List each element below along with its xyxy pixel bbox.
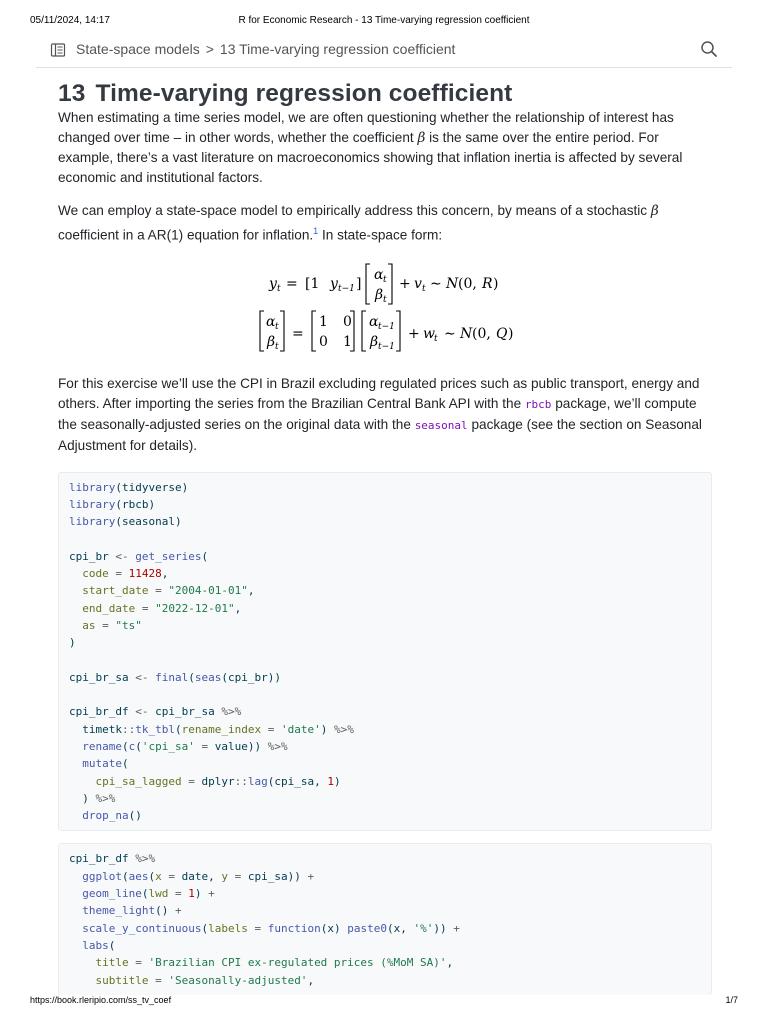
eq2-sub: t−1 xyxy=(378,321,395,332)
code-block-plot-text: cpi_br_df %>% ggplot(aes(x = date, y = cpi_sa)) + geom_line(lwd = 1) + theme_light() + scale_y_continuous(labels = function(x) paste0(x, '%')) + labs( title = 'Brazilian CPI ex-regulated prices (%MoM SA)', subtitle = 'Seasonally-adjusted', xyxy=(69,852,460,987)
eq1-plus: + xyxy=(399,275,411,292)
eq2-args: ) xyxy=(508,325,514,342)
breadcrumb xyxy=(76,41,455,57)
eq2-sub: t xyxy=(275,341,279,352)
chapter-number: 13 xyxy=(58,80,86,107)
eq2-w: w xyxy=(423,325,435,342)
eq1-sub: t xyxy=(422,283,426,294)
eq2-sub: t xyxy=(275,321,279,332)
eq1-equals: = xyxy=(286,275,298,292)
eq1-sub: t xyxy=(383,274,387,285)
eq2-matrix-entry: 1 xyxy=(319,313,328,330)
beta-symbol: β xyxy=(417,130,426,146)
data-text-a: For this exercise we’ll use the CPI in Brazil excluding regulated prices such as public transport, energy and others. After importing the series from the Brazilian Central Bank API with the xyxy=(58,375,700,411)
search-icon[interactable] xyxy=(700,40,718,58)
eq1-row-vector: [1 xyxy=(305,275,320,292)
eq1-args: ) xyxy=(493,275,499,292)
eq1-sub: t−1 xyxy=(338,283,355,294)
rbcb-package-code: rbcb xyxy=(524,397,552,411)
page-url: https://book.rleripio.com/ss_tv_coef xyxy=(30,995,172,1005)
eq1-v: v xyxy=(414,275,422,292)
data-text-b: package, we’ll compute the seasonally-adjusted series on the original data with the xyxy=(58,395,697,432)
eq1-col-bracket-right xyxy=(388,264,392,304)
eq2-state-bracket-right xyxy=(396,311,400,351)
eq1-sim: ∼ xyxy=(430,275,442,292)
seasonal-package-code: seasonal xyxy=(414,418,468,432)
breadcrumb-chapter-link[interactable]: 13 Time-varying regression coefficient xyxy=(219,41,456,57)
eq1-alpha: α xyxy=(374,266,384,283)
ss-text-a: We can employ a state-space model to empirically address this concern, by means of a stochastic xyxy=(58,203,651,218)
intro-paragraph xyxy=(58,108,710,188)
eq1-beta: β xyxy=(375,286,384,303)
ss-text-b: coefficient in a AR(1) equation for inflation. xyxy=(58,227,314,243)
eq2-N: N xyxy=(460,325,473,342)
top-navbar xyxy=(36,34,732,68)
code-block-import[interactable] xyxy=(58,472,712,832)
equation-svg xyxy=(58,246,710,362)
eq2-sub: t−1 xyxy=(378,341,395,352)
code-block-plot[interactable] xyxy=(58,843,712,994)
eq2-matrix-entry: 1 xyxy=(343,333,352,350)
eq1-row-vector: ] xyxy=(356,275,362,292)
eq2-alpha: α xyxy=(266,313,276,330)
data-text-c: package (see the section on Seasonal Adjustment for details). xyxy=(58,416,702,453)
eq2-matrix-entry: 0 xyxy=(319,333,328,350)
eq1-N: N xyxy=(446,275,459,292)
breadcrumb-separator: > xyxy=(205,41,214,57)
eq2-lhs-bracket-right xyxy=(280,311,284,351)
print-title: R for Economic Research - 13 Time-varying regression coefficient xyxy=(238,15,530,26)
page-title xyxy=(58,78,710,110)
page-number: 1/7 xyxy=(725,995,738,1005)
eq2-beta-lag: β xyxy=(370,333,379,350)
code-block-import-text: library(tidyverse) library(rbcb) library(seasonal) cpi_br <- get_series( code = 11428, start_date = "2004-01-01", end_date = "2022-12-01", as = "ts" ) cpi_br_sa <- final(seas(cpi_br)) cpi_br_df <- cpi_br_sa %>% timetk::tk_tbl(rename_index = 'date') %>% rename(c('cpi_sa' = value)) %>% mutate( cpi_sa_lagged = dplyr::lag(cpi_sa, 1) ) %>% drop_na() xyxy=(69,480,354,823)
state-space-paragraph xyxy=(58,201,710,246)
toc-sidebar-icon[interactable] xyxy=(50,42,66,58)
data-paragraph xyxy=(58,374,710,456)
eq1-sub: t xyxy=(383,294,387,305)
main-content xyxy=(58,78,710,995)
breadcrumb-part-link[interactable]: State-space models xyxy=(76,41,200,57)
eq1-ylag: y xyxy=(330,275,338,292)
eq2-equals: = xyxy=(292,325,304,342)
eq2-sim: ∼ xyxy=(444,325,456,342)
print-datetime: 05/11/2024, 14:17 xyxy=(30,15,110,26)
eq2-Q: Q xyxy=(496,325,508,342)
beta-symbol: β xyxy=(650,203,659,219)
eq1-R: R xyxy=(482,275,493,292)
eq2-state-bracket-left xyxy=(362,311,366,351)
eq1-y: y xyxy=(269,275,277,292)
eq2-sub: t xyxy=(434,333,438,344)
footnote-link[interactable]: 1 xyxy=(313,226,319,236)
eq2-alpha-lag: α xyxy=(369,313,379,330)
eq2-matrix-bracket-left xyxy=(312,311,316,351)
eq2-lhs-bracket-left xyxy=(260,311,264,351)
print-footer xyxy=(0,995,768,1009)
eq2-plus: + xyxy=(408,325,420,342)
eq2-args: (0, xyxy=(472,325,491,342)
eq2-matrix-entry: 0 xyxy=(343,313,352,330)
ss-text-c: In state-space form: xyxy=(318,227,443,243)
eq1-sub: t xyxy=(277,283,281,294)
intro-text-a: When estimating a time series model, we are often questioning whether the relationship of interest has changed over time – in other words, whether the coefficient xyxy=(58,110,674,145)
chapter-title: Time-varying regression coefficient xyxy=(95,80,513,107)
eq1-args: (0, xyxy=(458,275,477,292)
print-header xyxy=(0,15,768,31)
state-space-equations xyxy=(58,246,710,362)
eq2-beta: β xyxy=(267,333,276,350)
eq1-col-bracket-left xyxy=(366,264,370,304)
intro-text-b: is the same over the entire period. For example, there’s a vast literature on macroeconomics showing that inflation inertia is affected by several economic and institutional factors. xyxy=(58,130,683,185)
